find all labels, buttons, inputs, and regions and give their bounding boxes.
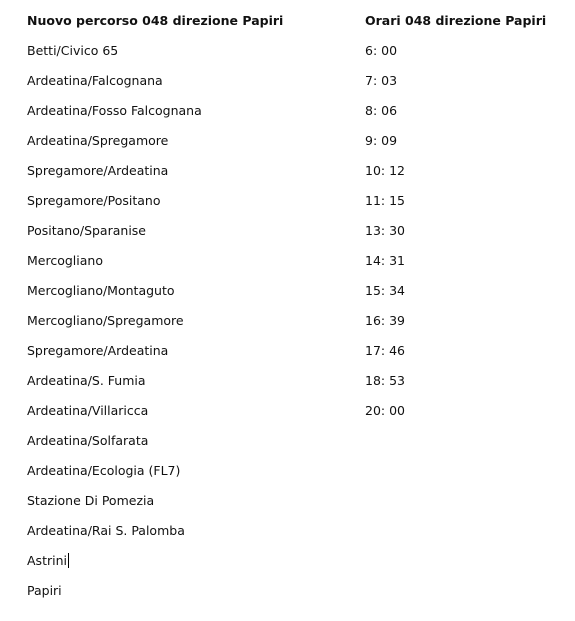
time-7: 14: 31: [365, 253, 405, 268]
stop-0: Betti/Civico 65: [27, 43, 119, 58]
stop-12: Ardeatina/Villaricca: [27, 403, 149, 418]
stop-15: Stazione Di Pomezia: [27, 493, 155, 508]
stop-4: Spregamore/Ardeatina: [27, 163, 169, 178]
stops-column: [27, 11, 347, 611]
time-2: 8: 06: [365, 103, 398, 118]
time-1: 7: 03: [365, 73, 398, 88]
time-6: 13: 30: [365, 223, 405, 238]
stop-3: Ardeatina/Spregamore: [27, 133, 169, 148]
stop-14: Ardeatina/Ecologia (FL7): [27, 463, 181, 478]
stops-header: Nuovo percorso 048 direzione Papiri: [27, 13, 284, 28]
stop-18: Papiri: [27, 583, 62, 598]
time-3: 9: 09: [365, 133, 398, 148]
stop-7: Mercogliano: [27, 253, 103, 268]
stop-16: Ardeatina/Rai S. Palomba: [27, 523, 185, 538]
time-12: 20: 00: [365, 403, 405, 418]
time-9: 16: 39: [365, 313, 405, 328]
stop-13: Ardeatina/Solfarata: [27, 433, 149, 448]
stop-17: Astrini: [27, 553, 67, 568]
stop-5: Spregamore/Positano: [27, 193, 161, 208]
times-header: Orari 048 direzione Papiri: [365, 13, 547, 28]
time-11: 18: 53: [365, 373, 405, 388]
stop-1: Ardeatina/Falcognana: [27, 73, 163, 88]
text-cursor: [68, 553, 69, 568]
time-8: 15: 34: [365, 283, 405, 298]
stop-11: Ardeatina/S. Fumia: [27, 373, 146, 388]
stop-6: Positano/Sparanise: [27, 223, 146, 238]
time-10: 17: 46: [365, 343, 405, 358]
time-0: 6: 00: [365, 43, 398, 58]
stop-17-line[interactable]: [27, 551, 347, 581]
times-column: [365, 11, 565, 431]
time-4: 10: 12: [365, 163, 405, 178]
stop-10: Spregamore/Ardeatina: [27, 343, 169, 358]
stop-2: Ardeatina/Fosso Falcognana: [27, 103, 202, 118]
stop-9: Mercogliano/Spregamore: [27, 313, 184, 328]
time-5: 11: 15: [365, 193, 405, 208]
stop-8: Mercogliano/Montaguto: [27, 283, 175, 298]
